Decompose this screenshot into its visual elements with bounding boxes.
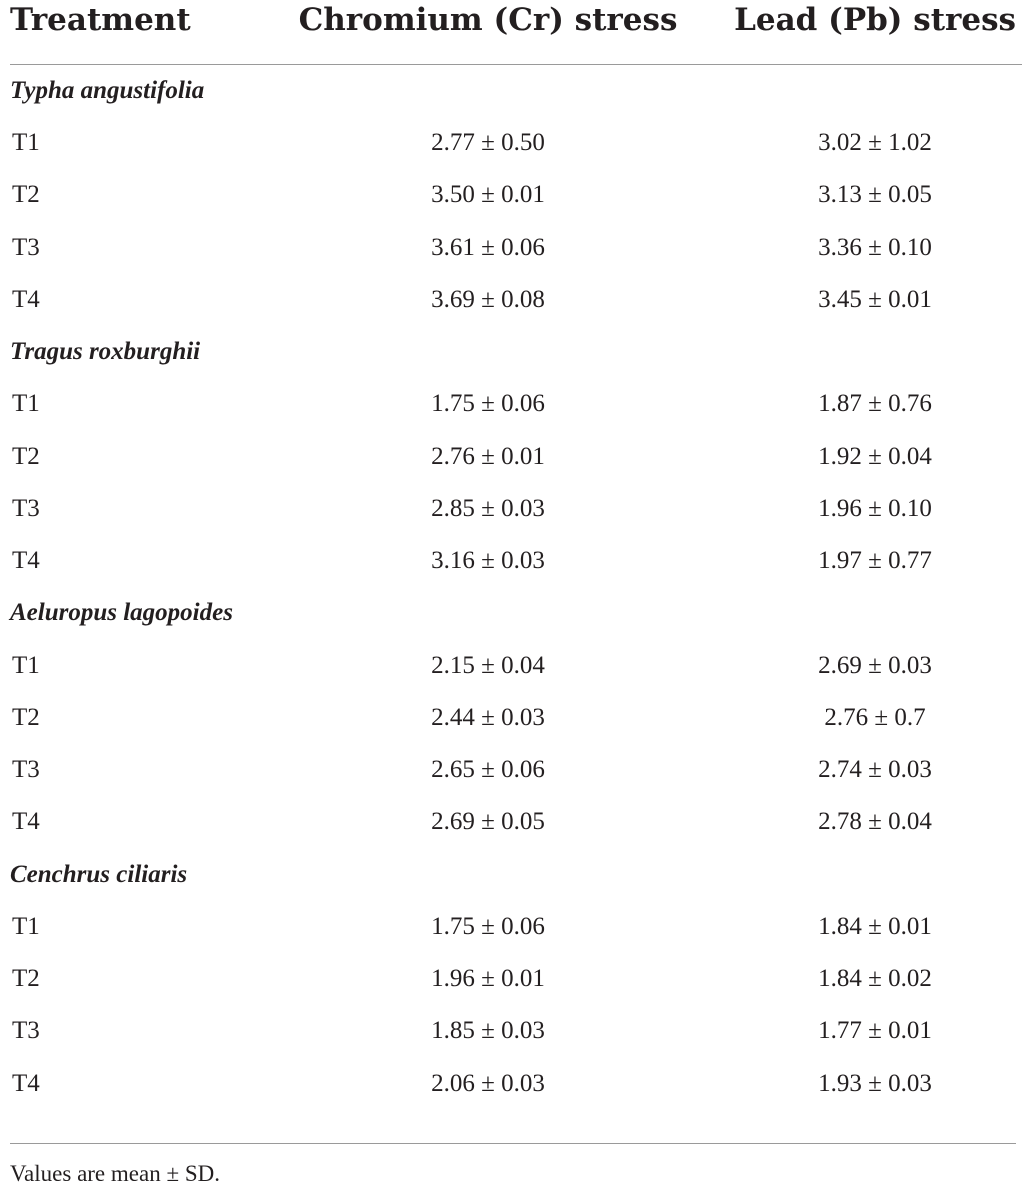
table-row [0,483,1022,535]
chromium-value: 2.85 ± 0.03 [431,494,545,522]
chromium-value: 1.85 ± 0.03 [431,1017,545,1045]
footer-divider [10,1143,1016,1144]
chromium-value: 3.50 ± 0.01 [431,181,545,209]
table-row [0,953,1022,1005]
table-row [0,1005,1022,1057]
header-chromium-stress: Chromium (Cr) stress [298,2,678,38]
species-name: Typha angustifolia [10,77,205,104]
chromium-value: 3.69 ± 0.08 [431,286,545,314]
treatment-cell: T4 [12,286,40,314]
lead-value: 1.93 ± 0.03 [818,1069,932,1097]
chromium-value: 1.75 ± 0.06 [431,912,545,940]
treatment-cell: T1 [12,651,40,679]
table-row [0,639,1022,691]
table-footnote: Values are mean ± SD. [10,1161,220,1186]
lead-value: 1.97 ± 0.77 [818,547,932,575]
chromium-value: 1.75 ± 0.06 [431,390,545,418]
species-row [0,587,1022,639]
treatment-cell: T4 [12,547,40,575]
species-name: Tragus roxburghii [10,338,201,366]
table-row [0,1057,1022,1109]
treatment-cell: T4 [12,1069,40,1097]
header-treatment: Treatment [10,2,191,38]
lead-value: 1.87 ± 0.76 [818,390,932,418]
chromium-value: 2.76 ± 0.01 [431,442,545,470]
treatment-cell: T3 [12,1017,40,1045]
chromium-value: 2.06 ± 0.03 [431,1069,545,1097]
table-row [0,744,1022,796]
treatment-cell: T1 [12,390,40,418]
chromium-value: 2.65 ± 0.06 [431,756,545,784]
treatment-cell: T3 [12,233,40,261]
table-row [0,169,1022,221]
treatment-cell: T3 [12,756,40,784]
lead-value: 2.74 ± 0.03 [818,756,932,784]
species-row [0,849,1022,901]
lead-value: 1.84 ± 0.01 [818,912,932,940]
table-row [0,692,1022,744]
table-row [0,274,1022,326]
table-row [0,535,1022,587]
lead-value: 1.84 ± 0.02 [818,965,932,992]
lead-value: 2.76 ± 0.7 [824,703,926,731]
lead-value: 2.78 ± 0.04 [818,808,932,836]
lead-value: 3.45 ± 0.01 [818,286,932,314]
chromium-value: 2.44 ± 0.03 [431,703,545,731]
chromium-value: 3.16 ± 0.03 [431,547,545,575]
chromium-value: 3.61 ± 0.06 [431,233,545,261]
treatment-cell: T1 [12,912,40,940]
species-row [0,326,1022,378]
species-name: Aeluropus lagopoides [10,599,233,627]
treatment-cell: T2 [12,965,40,992]
lead-value: 1.77 ± 0.01 [818,1017,932,1045]
lead-value: 3.36 ± 0.10 [818,233,932,261]
treatment-cell: T2 [12,181,40,209]
species-name: Cenchrus ciliaris [10,860,188,888]
table-row [0,901,1022,953]
lead-value: 1.96 ± 0.10 [818,494,932,522]
table-row [0,117,1022,169]
treatment-cell: T2 [12,703,40,731]
table-row [0,796,1022,848]
treatment-cell: T2 [12,442,40,470]
species-row [0,65,1022,117]
treatment-cell: T1 [12,129,40,157]
table-row [0,430,1022,482]
chromium-value: 2.69 ± 0.05 [431,808,545,836]
lead-value: 3.02 ± 1.02 [818,129,932,157]
lead-value: 2.69 ± 0.03 [818,651,932,679]
header-lead-stress: Lead (Pb) stress [734,2,1016,38]
header-row [0,0,1022,44]
chromium-value: 1.96 ± 0.01 [431,965,545,992]
lead-value: 3.13 ± 0.05 [818,181,932,209]
table-row [0,378,1022,430]
treatment-cell: T4 [12,808,40,836]
chromium-value: 2.77 ± 0.50 [431,129,545,157]
treatment-cell: T3 [12,494,40,522]
table-row [0,222,1022,274]
chromium-value: 2.15 ± 0.04 [431,651,545,679]
lead-value: 1.92 ± 0.04 [818,442,932,470]
